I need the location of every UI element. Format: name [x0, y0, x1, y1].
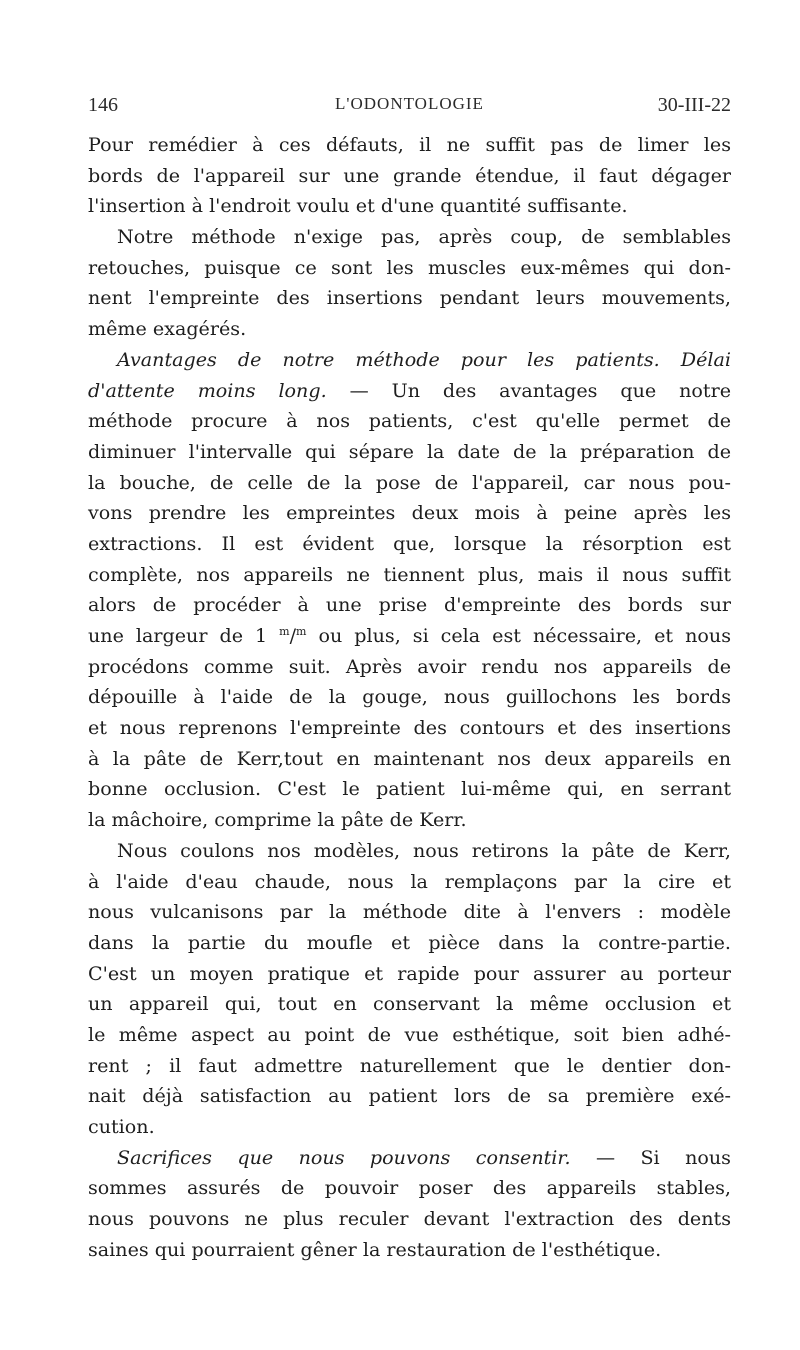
text-segment: une largeur de 1: [88, 624, 280, 647]
text-line: l'insertion à l'endroit voulu et d'une quantité suffisante.: [88, 194, 628, 218]
text-line: rent ; il faut admettre naturellement que le dentier don-: [88, 1053, 731, 1077]
text-line: vons prendre les empreintes deux mois à peine après les: [88, 501, 731, 525]
text-line: nous pouvons ne plus reculer devant l'extraction des dents: [88, 1207, 731, 1231]
text-line: dépouille à l'aide de la gouge, nous guillochons les bords: [88, 685, 731, 709]
text-line: un appareil qui, tout en conservant la même occlusion et: [88, 992, 731, 1016]
text-segment: — Si nous: [570, 1145, 731, 1169]
body-text: [88, 130, 731, 1265]
unit-superscript: m: [296, 625, 307, 638]
issue-date: 30-III-22: [657, 94, 731, 116]
text-line: saines qui pourraient gêner la restauration de l'esthétique.: [88, 1237, 662, 1261]
section-heading: Sacrifices que nous pouvons consentir.: [117, 1145, 571, 1169]
text-line: à la pâte de Kerr,tout en maintenant nos deux appareils en: [88, 746, 731, 770]
text-line: alors de procéder à une prise d'empreinte des bords sur: [88, 593, 731, 617]
text-line: à l'aide d'eau chaude, nous la remplaçons par la cire et: [88, 869, 731, 893]
text-line: la bouche, de celle de la pose de l'appareil, car nous pou-: [88, 470, 731, 494]
text-line: [88, 621, 731, 652]
page-number: 146: [88, 94, 118, 116]
text-line: diminuer l'intervalle qui sépare la date de la préparation de: [88, 439, 731, 463]
text-line: le même aspect au point de vue esthétique, soit bien adhé-: [88, 1022, 731, 1046]
unit-slash: /: [289, 624, 297, 647]
text-segment: ou plus, si cela est nécessaire, et nous: [306, 624, 731, 647]
section-heading: Avantages de notre méthode pour les patients. Délai: [117, 347, 731, 371]
text-line: bords de l'appareil sur une grande étendue, il faut dégager: [88, 163, 731, 187]
text-line: nous vulcanisons par la méthode dite à l'envers : modèle: [88, 900, 731, 924]
unit-superscript: m: [279, 625, 290, 638]
text-line: bonne occlusion. C'est le patient lui-même qui, en serrant: [88, 777, 731, 801]
text-line: [88, 1143, 731, 1174]
text-segment: — Un des avantages que notre: [326, 378, 731, 402]
text-line: la mâchoire, comprime la pâte de Kerr.: [88, 808, 467, 832]
text-line: dans la partie du moufle et pièce dans la contre-partie.: [88, 930, 731, 954]
text-line: nent l'empreinte des insertions pendant leurs mouvements,: [88, 286, 731, 310]
text-line: [88, 376, 731, 407]
section-heading-end: d'attente moins long.: [88, 378, 327, 402]
text-line: Pour remédier à ces défauts, il ne suffit pas de limer les: [88, 133, 731, 156]
text-line: Nous coulons nos modèles, nous retirons la pâte de Kerr,: [117, 838, 731, 862]
text-line: cution.: [88, 1115, 155, 1138]
journal-title: L'ODONTOLOGIE: [335, 94, 484, 113]
text-line: Notre méthode n'exige pas, après coup, de semblables: [117, 225, 731, 249]
text-line: retouches, puisque ce sont les muscles eux-mêmes qui don-: [88, 255, 731, 279]
text-line: procédons comme suit. Après avoir rendu nos appareils de: [88, 654, 731, 678]
text-line: même exagérés.: [88, 317, 247, 341]
running-header: [88, 94, 731, 124]
text-line: et nous reprenons l'empreinte des contours et des insertions: [88, 716, 731, 740]
text-line: complète, nos appareils ne tiennent plus, mais il nous suffit: [88, 562, 731, 586]
text-line: méthode procure à nos patients, c'est qu'elle permet de: [88, 409, 731, 433]
text-line: nait déjà satisfaction au patient lors de sa première exé-: [88, 1084, 731, 1108]
text-line: C'est un moyen pratique et rapide pour assurer au porteur: [88, 961, 731, 985]
text-line: sommes assurés de pouvoir poser des appareils stables,: [88, 1176, 731, 1200]
text-line: extractions. Il est évident que, lorsque la résorption est: [88, 531, 731, 555]
